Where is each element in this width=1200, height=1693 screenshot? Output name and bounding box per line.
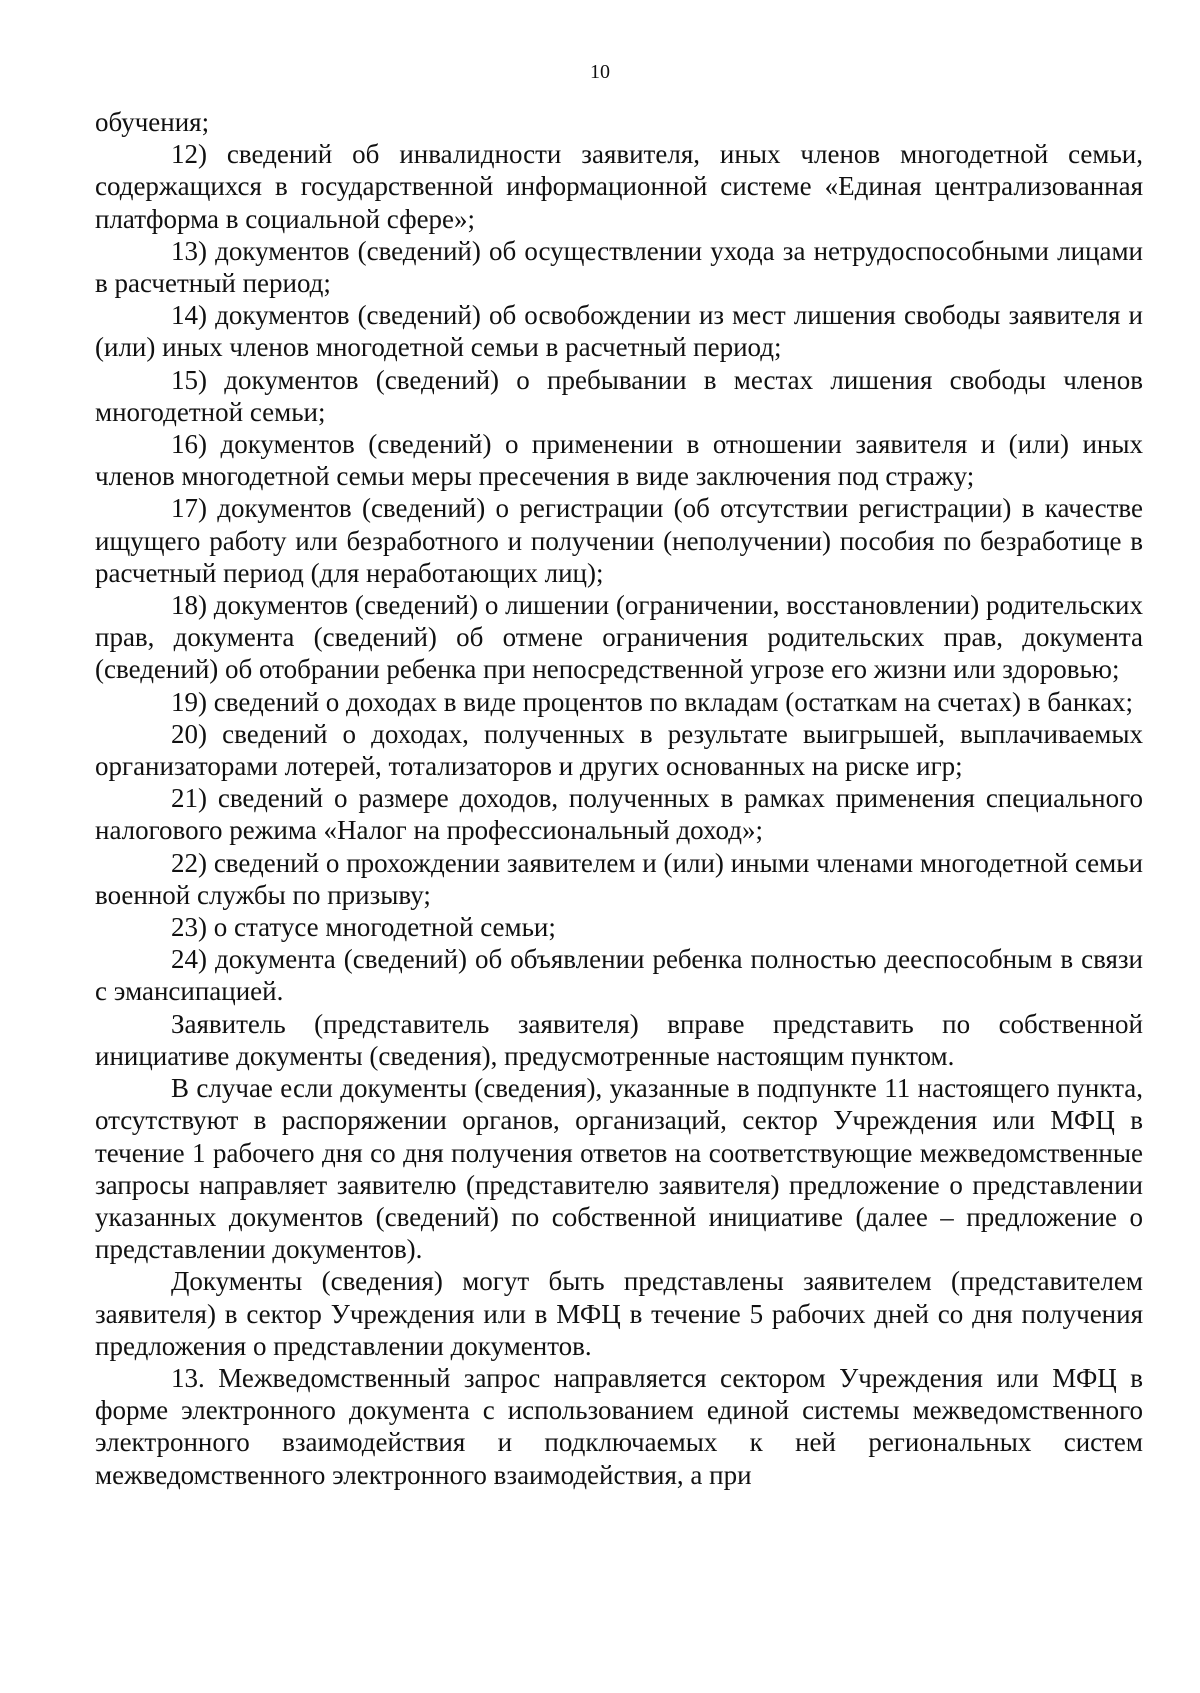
paragraph: 12) сведений об инвалидности заявителя, иных членов многодетной семьи, содержащихся в государственной информационной системе «Единая централизованная платформа в социальной сфере»;: [95, 139, 1143, 234]
paragraph: 23) о статусе многодетной семьи;: [171, 912, 556, 943]
paragraph: 21) сведений о размере доходов, полученных в рамках применения специального налогового режима «Налог на профессиональный доход»;: [95, 783, 1143, 846]
paragraph: 20) сведений о доходах, полученных в результате выигрышей, выплачиваемых организаторами лотерей, тотализаторов и других основанных на риске игр;: [95, 718, 1143, 782]
paragraph: 19) сведений о доходах в виде процентов по вкладам (остаткам на счетах) в банках;: [171, 686, 1134, 717]
paragraph: Документы (сведения) могут быть представлены заявителем (представителем заявителя) в сектор Учреждения или в МФЦ в течение 5 рабочих дней со дня получения предложения о представлении документов.: [95, 1266, 1143, 1361]
paragraph: 16) документов (сведений) о применении в отношении заявителя и (или) иных членов многодетной семьи меры пресечения в виде заключения под стражу;: [95, 429, 1143, 492]
document-body: [95, 106, 1143, 1491]
page-number: 10: [590, 61, 610, 83]
paragraph: 13) документов (сведений) об осуществлении ухода за нетрудоспособными лицами в расчетный период;: [95, 235, 1143, 299]
paragraph: 22) сведений о прохождении заявителем и (или) иными членами многодетной семьи военной службы по призыву;: [95, 847, 1143, 910]
paragraph: обучения;: [95, 107, 210, 137]
paragraph: 14) документов (сведений) об освобождении из мест лишения свободы заявителя и (или) иных членов многодетной семьи в расчетный период;: [95, 300, 1143, 363]
paragraph: 24) документа (сведений) об объявлении ребенка полностью дееспособным в связи с эмансипацией.: [95, 944, 1143, 1007]
paragraph: В случае если документы (сведения), указанные в подпункте 11 настоящего пункта, отсутствуют в распоряжении органов, организаций, сектор Учреждения или МФЦ в течение 1 рабочего дня со дня получения ответов на соответствующие межведомственные запросы направляет заявителю (представителю заявителя) предложение о представлении указанных документов (сведений) по собственной инициативе (далее – предложение о представлении документов).: [95, 1073, 1143, 1265]
paragraph: Заявитель (представитель заявителя) вправе представить по собственной инициативе документы (сведения), предусмотренные настоящим пунктом.: [95, 1008, 1143, 1071]
paragraph: 18) документов (сведений) о лишении (ограничении, восстановлении) родительских прав, документа (сведений) об отмене ограничения родительских прав, документа (сведений) об отобрании ребенка при непосредственной угрозе его жизни или здоровью;: [95, 590, 1143, 685]
paragraph: 13. Межведомственный запрос направляется сектором Учреждения или МФЦ в форме электронного документа с использованием единой системы межведомственного электронного взаимодействия и подключаемых к ней региональных систем межведомственного электронного взаимодействия, а при: [95, 1362, 1143, 1490]
paragraph: 17) документов (сведений) о регистрации (об отсутствии регистрации) в качестве ищущего работу или безработного и получении (неполучении) пособия по безработице в расчетный период (для неработающих лиц);: [95, 493, 1143, 588]
paragraph: 15) документов (сведений) о пребывании в местах лишения свободы членов многодетной семьи;: [95, 364, 1143, 427]
